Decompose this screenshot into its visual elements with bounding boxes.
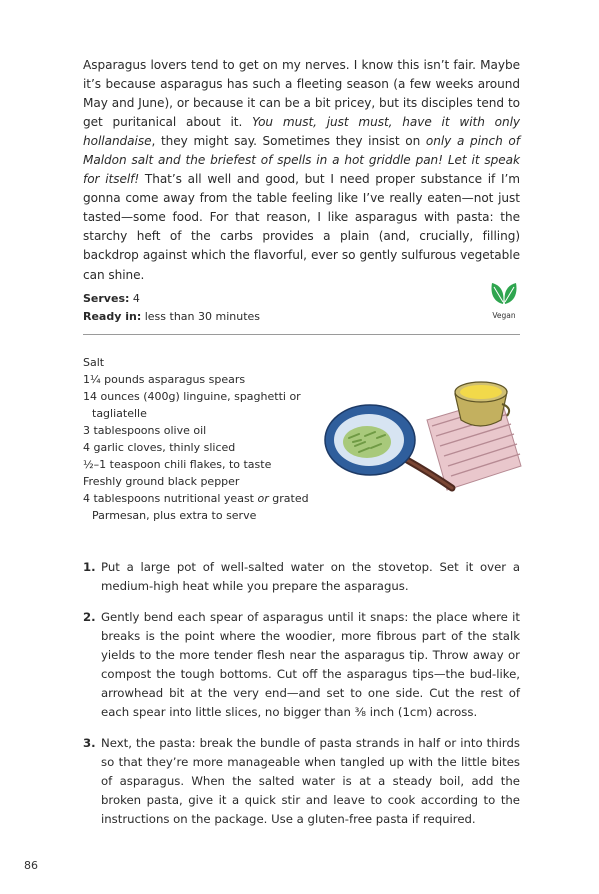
ingredient-parmesan: grated Parmesan, plus extra to serve <box>92 492 309 523</box>
step-item <box>83 558 520 596</box>
step-number: 1. <box>83 560 96 574</box>
ingredient-item: 14 ounces (400g) linguine, spaghetti or tagliatelle <box>83 390 301 421</box>
step-text: Put a large pot of well-salted water on the stovetop. Set it over a medium-high heat while you prepare the asparagus. <box>101 560 520 593</box>
intro-text-3: That’s all well and good, but I need proper substance if I’m gonna come away from the table feeling like I’ve really eaten—not just tasted—some food. For that reason, I like asparagus with pasta: the starchy heft of the carbs provides a plain (and, crucially, filling) backdrop against which the flavorful, ever so gently sulfurous vegetable can shine. <box>83 172 520 282</box>
step-item <box>83 608 520 722</box>
step-item <box>83 734 520 829</box>
vegan-label: Vegan <box>492 311 516 320</box>
ingredient-item: ½–1 teaspoon chili flakes, to taste <box>83 458 272 472</box>
section-divider <box>83 334 520 335</box>
serves-label: Serves: <box>83 292 130 305</box>
vegan-badge <box>486 280 522 320</box>
serves-line <box>83 290 260 308</box>
intro-text-2: , they might say. Sometimes they insist on <box>151 134 426 149</box>
intro-italic-2: only a pinch of Maldon salt and the briefest of spells in a hot griddle pan! Let it speak for itself! <box>83 134 520 187</box>
method-steps <box>83 558 520 841</box>
ready-in-value: less than 30 minutes <box>141 310 261 323</box>
step-text: Next, the pasta: break the bundle of pasta strands in half or into thirds so that they’re more manageable when tangled up with the little bites of asparagus. When the salted water is at a steady boil, add the broken pasta, give it a quick stir and leave to cook according to the instructions on the package. Use a gluten-free pasta if required. <box>101 736 520 826</box>
ingredient-item: 1¼ pounds asparagus spears <box>83 373 246 387</box>
pans-illustration <box>315 368 525 503</box>
saucepan <box>455 382 509 426</box>
intro-text-1: Asparagus lovers tend to get on my nerves. I know this isn’t fair. Maybe it’s because asparagus has such a fleeting season (a few weeks around May and June), or because it can be a bit pricey, but its disciples tend to get puritanical about it. <box>83 58 520 130</box>
intro-text <box>83 56 520 285</box>
recipe-meta <box>83 290 260 326</box>
ingredient-or: or <box>257 492 269 506</box>
page-number: 86 <box>24 859 38 872</box>
step-text: Gently bend each spear of asparagus until it snaps: the place where it breaks is the point where the woodier, more fibrous part of the stalk yields to the more tender flesh near the asparagus tip. Throw away or compost the tough bottoms. Cut off the asparagus tips—the bud-like, arrowhead bit at the very end—and set to one side. Cut the rest of each spear into little slices, no bigger than ⅜ inch (1cm) across. <box>101 610 520 719</box>
serves-value: 4 <box>129 292 140 305</box>
ingredients-list <box>83 354 313 524</box>
ingredient-item: Salt <box>83 356 105 369</box>
ready-in-label: Ready in: <box>83 310 142 323</box>
intro-paragraph <box>83 56 520 285</box>
ingredient-yeast: 4 tablespoons nutritional yeast <box>83 492 258 506</box>
step-number: 2. <box>83 610 96 624</box>
frying-pan <box>325 405 452 488</box>
intro-italic-1: You must, just must, have it with only hollandaise <box>83 115 520 149</box>
ingredient-item: 3 tablespoons olive oil <box>83 424 207 438</box>
ready-in-line <box>83 308 260 326</box>
ingredient-item: 4 garlic cloves, thinly sliced <box>83 441 236 455</box>
leaf-icon <box>488 280 520 306</box>
ingredient-item: Freshly ground black pepper <box>83 475 240 489</box>
ingredient-item <box>83 490 313 524</box>
step-number: 3. <box>83 736 96 750</box>
